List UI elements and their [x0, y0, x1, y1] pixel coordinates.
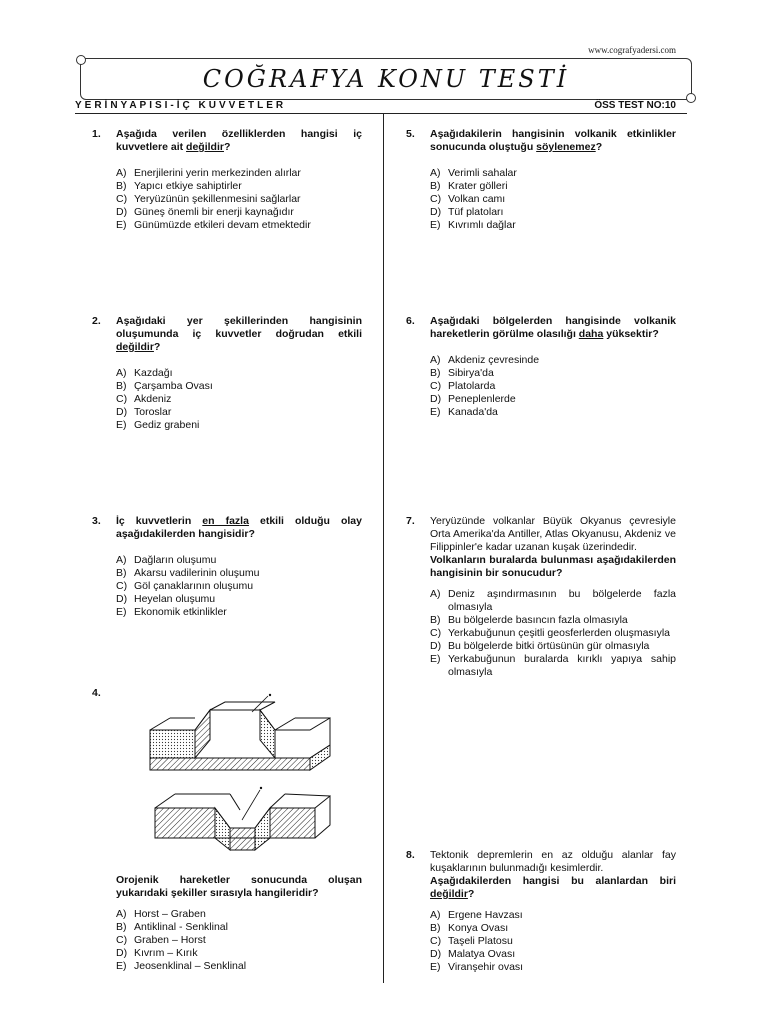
option-letter: A) [430, 354, 441, 366]
option-text: Antiklinal - Senklinal [134, 921, 228, 933]
question-number: 5. [406, 128, 415, 140]
question-4 [92, 874, 362, 973]
question-context: Tektonik depremlerin en az olduğu alanlar fay kuşaklarının bulunmadığı kesimlerdir. [430, 849, 676, 874]
answer-option[interactable] [430, 219, 676, 232]
answer-option[interactable] [116, 206, 362, 219]
question-6 [406, 315, 676, 419]
option-text: Bu bölgelerde bitki örtüsünün gür olmasıyla [448, 640, 650, 652]
option-letter: A) [116, 554, 127, 566]
option-letter: C) [430, 935, 442, 947]
answer-options [116, 367, 362, 432]
answer-option[interactable] [116, 419, 362, 432]
option-letter: D) [116, 406, 128, 418]
answer-option[interactable] [116, 947, 362, 960]
horst-block [150, 702, 330, 770]
option-letter: D) [430, 948, 442, 960]
answer-option[interactable] [430, 380, 676, 393]
answer-option[interactable] [430, 367, 676, 380]
option-text: Tüf platoları [448, 206, 504, 218]
question-2 [92, 315, 362, 432]
question-number: 1. [92, 128, 101, 140]
option-text: Kıvrımlı dağlar [448, 219, 516, 231]
answer-option[interactable] [430, 614, 676, 627]
option-letter: E) [116, 419, 127, 431]
question-stem: Aşağıdakilerin hangisinin volkanik etkinlikler sonucunda oluştuğu söylenemez? [430, 128, 676, 153]
option-letter: B) [430, 922, 441, 934]
option-text: Dağların oluşumu [134, 554, 217, 566]
answer-option[interactable] [430, 393, 676, 406]
option-letter: C) [430, 627, 442, 639]
answer-option[interactable] [116, 606, 362, 619]
option-letter: C) [116, 580, 128, 592]
answer-option[interactable] [116, 921, 362, 934]
graben-block [155, 794, 330, 850]
answer-option[interactable] [430, 406, 676, 419]
header-divider [75, 113, 687, 114]
option-text: Akdeniz çevresinde [448, 354, 540, 366]
option-text: Enerjilerini yerin merkezinden alırlar [134, 167, 301, 179]
answer-option[interactable] [116, 908, 362, 921]
answer-option[interactable] [116, 193, 362, 206]
option-letter: C) [430, 380, 442, 392]
option-text: Kazdağı [134, 367, 173, 379]
option-text: Konya Ovası [448, 922, 509, 934]
question-number: 2. [92, 315, 101, 327]
option-text: Günümüzde etkileri devam etmektedir [134, 219, 311, 231]
answer-options [116, 908, 362, 973]
option-text: Yerkabuğunun buralarda kırıklı yapıya sahip olmasıyla [448, 653, 676, 678]
option-text: Graben – Horst [134, 934, 206, 946]
answer-option[interactable] [116, 580, 362, 593]
option-letter: D) [116, 206, 128, 218]
option-text: Akarsu vadilerinin oluşumu [134, 567, 260, 579]
option-text: Yerkabuğunun çeşitli geosferlerden oluşmasıyla [448, 627, 670, 639]
option-text: Deniz aşındırmasının bu bölgelerde fazla olmasıyla [448, 588, 676, 613]
option-letter: C) [116, 393, 128, 405]
answer-option[interactable] [116, 393, 362, 406]
question-5 [406, 128, 676, 232]
option-text: Taşeli Platosu [448, 935, 513, 947]
option-text: Horst – Graben [134, 908, 206, 920]
question-stem: Aşağıda verilen özelliklerden hangisi iç kuvvetlere ait değildir? [116, 128, 362, 153]
answer-option[interactable] [430, 193, 676, 206]
option-text: Heyelan oluşumu [134, 593, 216, 605]
option-letter: B) [116, 921, 127, 933]
question-8 [406, 849, 676, 974]
option-text: Ekonomik etkinlikler [134, 606, 227, 618]
option-letter: C) [116, 934, 128, 946]
option-letter: D) [116, 947, 128, 959]
answer-option[interactable] [430, 922, 676, 935]
option-text: Viranşehir ovası [448, 961, 524, 973]
answer-options [116, 167, 362, 232]
answer-option[interactable] [430, 180, 676, 193]
answer-option[interactable] [116, 180, 362, 193]
option-text: Göl çanaklarının oluşumu [134, 580, 254, 592]
question-stem: İç kuvvetlerin en fazla etkili olduğu olay aşağıdakilerden hangisidir? [116, 515, 362, 540]
answer-options [430, 167, 676, 232]
answer-option[interactable] [430, 640, 676, 653]
option-letter: C) [430, 193, 442, 205]
option-letter: D) [430, 206, 442, 218]
answer-option[interactable] [116, 554, 362, 567]
option-letter: B) [430, 367, 441, 379]
option-text: Yeryüzünün şekillenmesini sağlarlar [134, 193, 301, 205]
graben-pointer [242, 790, 260, 820]
answer-options [430, 354, 676, 419]
option-text: Akdeniz [134, 393, 172, 405]
answer-option[interactable] [116, 167, 362, 180]
answer-option[interactable] [116, 406, 362, 419]
option-letter: A) [116, 367, 127, 379]
option-text: Bu bölgelerde basıncın fazla olmasıyla [448, 614, 628, 626]
option-text: Güneş önemli bir enerji kaynağıdır [134, 206, 294, 218]
question-number: 7. [406, 515, 415, 527]
answer-option[interactable] [116, 567, 362, 580]
option-text: Sibirya'da [448, 367, 494, 379]
option-text: Gediz grabeni [134, 419, 200, 431]
question-stem: Aşağıdakilerden hangisi bu alanlardan biri değildir? [430, 875, 676, 900]
option-letter: B) [116, 180, 127, 192]
question-number: 6. [406, 315, 415, 327]
answer-option[interactable] [430, 653, 676, 679]
website-url: www.cografyadersi.com [588, 45, 676, 55]
question-stem: Orojenik hareketler sonucunda oluşan yukarıdaki şekiller sırasıyla hangileridir? [116, 874, 362, 899]
answer-option[interactable] [116, 380, 362, 393]
option-letter: B) [430, 614, 441, 626]
question-3 [92, 515, 362, 619]
option-text: Peneplenlerde [448, 393, 516, 405]
option-letter: A) [430, 909, 441, 921]
option-letter: E) [430, 961, 441, 973]
option-text: Malatya Ovası [448, 948, 516, 960]
option-letter: E) [430, 406, 441, 418]
option-text: Krater gölleri [448, 180, 508, 192]
question-number: 3. [92, 515, 101, 527]
option-letter: D) [430, 393, 442, 405]
option-letter: B) [116, 567, 127, 579]
option-letter: A) [116, 908, 127, 920]
question-stem: Volkanların buralarda bulunması aşağıdakilerden hangisinin bir sonucudur? [430, 554, 676, 579]
option-text: Kanada'da [448, 406, 498, 418]
option-letter: A) [116, 167, 127, 179]
test-number: ÖSS TEST NO:10 [594, 100, 676, 111]
option-letter: E) [430, 653, 441, 665]
title-banner [80, 58, 692, 100]
topic-subtitle: YERİNYAPISI-İÇ KUVVETLER [75, 100, 287, 111]
option-letter: B) [116, 380, 127, 392]
option-text: Çarşamba Ovası [134, 380, 213, 392]
column-divider [383, 113, 384, 983]
answer-option[interactable] [430, 354, 676, 367]
answer-option[interactable] [430, 588, 676, 614]
answer-option[interactable] [116, 219, 362, 232]
option-text: Jeosenklinal – Senklinal [134, 960, 247, 972]
question-1 [92, 128, 362, 232]
question-stem: Aşağıdaki bölgelerden hangisinde volkanik hareketlerin görülme olasılığı daha yüksektir? [430, 315, 676, 340]
answer-option[interactable] [430, 167, 676, 180]
horst-graben-diagram [140, 690, 340, 860]
answer-option[interactable] [430, 206, 676, 219]
option-letter: E) [430, 219, 441, 231]
page-title: COĞRAFYA KONU TESTİ [202, 65, 570, 93]
answer-option[interactable] [430, 948, 676, 961]
answer-options [430, 909, 676, 974]
question-stem: Aşağıdaki yer şekillerinden hangisinin oluşumunda iç kuvvetler doğrudan etkili değildir? [116, 315, 362, 353]
option-text: Ergene Havzası [448, 909, 523, 921]
option-text: Volkan camı [448, 193, 506, 205]
answer-option[interactable] [116, 593, 362, 606]
option-letter: A) [430, 588, 441, 600]
question-7 [406, 515, 676, 679]
answer-options [430, 588, 676, 679]
option-letter: B) [430, 180, 441, 192]
option-letter: E) [116, 960, 127, 972]
answer-options [116, 554, 362, 619]
option-letter: C) [116, 193, 128, 205]
answer-option[interactable] [430, 627, 676, 640]
answer-option[interactable] [116, 367, 362, 380]
option-text: Platolarda [448, 380, 496, 392]
option-letter: E) [116, 219, 127, 231]
option-letter: D) [116, 593, 128, 605]
answer-option[interactable] [430, 909, 676, 922]
option-letter: E) [116, 606, 127, 618]
option-text: Toroslar [134, 406, 172, 418]
option-text: Verimli sahalar [448, 167, 517, 179]
answer-option[interactable] [116, 934, 362, 947]
option-letter: A) [430, 167, 441, 179]
option-text: Kıvrım – Kırık [134, 947, 198, 959]
answer-option[interactable] [430, 935, 676, 948]
question-number: 8. [406, 849, 415, 861]
answer-option[interactable] [430, 961, 676, 974]
option-letter: D) [430, 640, 442, 652]
question-context: Yeryüzünde volkanlar Büyük Okyanus çevresiyle Orta Amerika'da Antiller, Atlas Okyanusu, Akdeniz ve Filippinler'e kadar uzanan kuşak üzerindedir. [430, 515, 676, 553]
answer-option[interactable] [116, 960, 362, 973]
option-text: Yapıcı etkiye sahiptirler [134, 180, 242, 192]
